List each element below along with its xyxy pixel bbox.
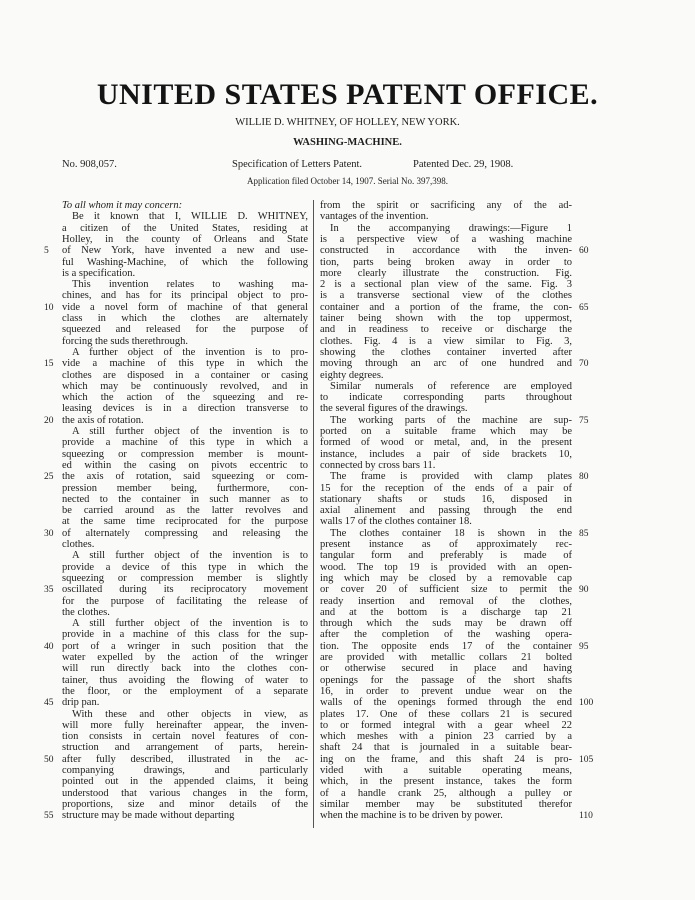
text-line: at the same time reciprocated for the purpose	[62, 516, 308, 528]
text-line: Be it known that I, WILLIE D. WHITNEY,	[72, 211, 308, 223]
text-line: Holley, in the county of Orleans and State	[62, 233, 308, 245]
text-line: which meshes with a pinion 23 carried by a	[320, 731, 572, 743]
text-line: constructed in accordance with the inven-	[320, 245, 572, 257]
text-line: formed of wood or metal, and, in the present	[320, 437, 572, 449]
text-line: the clothes.	[62, 606, 110, 618]
line-number: 45	[44, 698, 54, 709]
text-line: or cover 20 of sufficient size to permit the	[320, 584, 572, 596]
text-line: axial alinement and passing through the end	[320, 505, 572, 517]
line-number: 15	[44, 359, 54, 370]
text-line: provide a machine of this type in which a	[62, 437, 308, 449]
text-line: 15 for the reception of the ends of a pair of	[320, 482, 572, 494]
text-line: the axis of rotation, said squeezing or com-	[62, 471, 308, 483]
text-line: a citizen of the United States, residing at	[62, 222, 308, 234]
text-line: for the purpose of facilitating the release of	[62, 595, 308, 607]
text-line: the floor, or the employment of a separate	[62, 685, 308, 697]
text-line: which, in the present instance, takes the form	[320, 776, 572, 788]
text-line: wood. The top 19 is provided with an open-	[320, 561, 572, 573]
text-line: 2 is a sectional plan view of the same. Fig. 3	[320, 279, 572, 291]
text-line: vide a machine of this type in which the	[62, 358, 308, 370]
text-line: struction and arrangement of parts, herein-	[62, 742, 308, 754]
text-line: A further object of the invention is to pro-	[72, 346, 308, 358]
text-line: chines, and has for its principal object to pro-	[62, 290, 308, 302]
text-line: the several figures of the drawings.	[320, 403, 468, 415]
line-number: 50	[44, 754, 54, 765]
text-line: container and a portion of the frame, the con-	[320, 301, 572, 313]
text-line: which may be continuously revolved, and in	[62, 380, 308, 392]
text-line: eighty degrees.	[320, 369, 384, 381]
text-line: leasing devices is in a direction transverse to	[62, 403, 308, 415]
line-number: 25	[44, 472, 54, 483]
text-line: instance, includes a pair of side brackets 10,	[320, 448, 572, 460]
text-line: clothes are disposed in a container or casing	[62, 369, 308, 381]
text-line: vantages of the invention.	[320, 211, 429, 223]
text-line: connected by cross bars 11.	[320, 459, 436, 471]
text-line: plates 17. One of these collars 21 is secured	[320, 708, 572, 720]
text-line: of New York, have invented a new and use-	[62, 245, 308, 257]
text-line: of a handle crank 25, although a pulley or	[320, 787, 572, 799]
text-line: walls 17 of the clothes container 18.	[320, 516, 472, 528]
text-line: pointed out in the appended claims, it being	[62, 776, 308, 788]
text-line: ed within the casing on pivots eccentric to	[62, 459, 308, 471]
text-line: ing on the frame, and this shaft 24 is pro-	[320, 753, 572, 765]
text-line: This invention relates to washing ma-	[72, 279, 308, 291]
text-line: is a perspective view of a washing machine	[320, 233, 572, 245]
text-line: water expelled by the action of the wringer	[62, 652, 308, 663]
line-number: 110	[579, 811, 593, 822]
text-line: or otherwise secured in place and having	[320, 663, 572, 675]
line-number: 35	[44, 585, 54, 596]
text-line: from the spirit or sacrificing any of the ad-	[320, 200, 572, 211]
text-line: tion, parts being broken away in order to	[320, 256, 572, 268]
line-number: 90	[579, 585, 589, 596]
text-line: 16, in order to prevent undue wear on the	[320, 685, 572, 697]
line-number: 75	[579, 415, 589, 426]
text-line: proportions, size and minor details of the	[62, 798, 308, 810]
text-line: are provided with metallic collars 21 bolted	[320, 652, 572, 663]
text-line: to or formed integral with a gear wheel 22	[320, 719, 572, 731]
text-line: drip pan.	[62, 697, 100, 709]
text-line: squeezing or compression member is mount-	[62, 448, 308, 460]
line-number: 85	[579, 528, 589, 539]
text-line: The working parts of the machine are sup-	[330, 414, 572, 426]
text-line: ready insertion and removal of the clothes,	[320, 595, 572, 607]
text-line: after fully described, illustrated in the ac-	[62, 753, 308, 765]
text-line: will more fully hereinafter appear, the inven-	[62, 719, 308, 731]
patent-number: No. 908,057.	[62, 159, 117, 170]
text-line: ful Washing-Machine, of which the following	[62, 256, 308, 268]
text-line: be carried around as the latter revolves and	[62, 505, 308, 517]
text-line: clothes.	[62, 539, 95, 550]
text-line: companying drawings, and particularly	[62, 765, 308, 776]
text-line: stationary shafts or studs 16, disposed in	[320, 493, 572, 505]
office-title: UNITED STATES PATENT OFFICE.	[96, 78, 599, 111]
column-divider	[313, 200, 314, 828]
line-number: 70	[579, 359, 589, 370]
text-line: provide in a machine of this class for the sup-	[62, 629, 308, 641]
text-line: and in readiness to receive or discharge the	[320, 324, 572, 336]
text-line: tion consists in certain novel features of con-	[62, 731, 308, 743]
text-line: moving through an arc of one hundred and	[320, 358, 572, 370]
line-number: 60	[579, 246, 589, 257]
line-number: 10	[44, 302, 54, 313]
text-line: present instance as of approximately rec-	[320, 539, 572, 550]
line-number: 100	[579, 698, 594, 709]
line-number: 95	[579, 641, 589, 652]
text-line: A still further object of the invention is to	[72, 550, 308, 562]
text-line: when the machine is to be driven by power.	[320, 810, 503, 822]
text-line: is a specification.	[62, 267, 136, 279]
line-number: 105	[579, 754, 594, 765]
text-line: squeezed and released for the purpose of	[62, 324, 308, 336]
line-number: 65	[579, 302, 589, 313]
text-line: forcing the suds therethrough.	[62, 335, 188, 347]
line-number: 20	[44, 415, 54, 426]
text-line: vided with a suitable operating means,	[320, 765, 572, 776]
text-line: To all whom it may concern:	[62, 200, 183, 211]
text-line: walls of the openings formed through the end	[320, 697, 572, 709]
text-line: pression member being, furthermore, con-	[62, 482, 308, 494]
patent-date: Patented Dec. 29, 1908.	[413, 159, 514, 170]
text-line: showing the clothes container inverted after	[320, 346, 572, 358]
text-line: similar member may be substituted therefor	[320, 798, 572, 810]
text-line: ing which may be closed by a removable cap	[320, 572, 572, 584]
text-line: structure may be made without departing	[62, 810, 235, 822]
text-line: of alternately compressing and releasing the	[62, 527, 308, 539]
text-line: after the completion of the washing opera-	[320, 629, 572, 641]
text-line: ported on a suitable frame which may be	[320, 426, 572, 437]
text-line: class in which the clothes are alternately	[62, 313, 308, 324]
text-line: Similar numerals of reference are employed	[330, 380, 572, 392]
text-line: nected to the container in such manner as to	[62, 493, 308, 505]
text-line: vide a novel form of machine of that general	[62, 301, 308, 313]
text-line: tainer, thus avoiding the flowing of water to	[62, 674, 308, 686]
text-line: understood that various changes in the form,	[62, 787, 308, 799]
text-line: In the accompanying drawings:—Figure 1	[330, 222, 572, 234]
text-line: shaft 24 that is journaled in a suitable bear-	[320, 742, 572, 754]
line-number: 55	[44, 811, 54, 822]
text-line: openings for the passage of the short shafts	[320, 674, 572, 686]
invention-title: WASHING-MACHINE.	[293, 137, 402, 148]
left-text-column	[62, 200, 308, 820]
application-line: Application filed October 14, 1907. Serial No. 397,398.	[247, 176, 448, 186]
text-line: more clearly illustrate the construction. Fig.	[320, 267, 572, 279]
text-line: A still further object of the invention is to	[72, 618, 308, 630]
text-line: provide a device of this type in which the	[62, 561, 308, 573]
right-text-column	[320, 200, 572, 820]
text-line: With these and other objects in view, as	[72, 708, 308, 720]
text-line: which the action of the squeezing and re-	[62, 392, 308, 404]
text-line: tangular form and preferably is made of	[320, 550, 572, 562]
specification-label: Specification of Letters Patent.	[232, 159, 363, 170]
line-number: 5	[44, 246, 49, 257]
text-line: tion. The opposite ends 17 of the container	[320, 640, 572, 652]
line-number: 30	[44, 528, 54, 539]
text-line: The frame is provided with clamp plates	[330, 471, 572, 483]
text-line: clothes. Fig. 4 is a view similar to Fig. 3,	[320, 335, 572, 347]
text-line: through which the suds may be drawn off	[320, 618, 572, 630]
text-line: will run directly back into the clothes con-	[62, 663, 308, 675]
inventor-line: WILLIE D. WHITNEY, OF HOLLEY, NEW YORK.	[235, 117, 460, 128]
text-line: oscillated during its reciprocatory movement	[62, 584, 308, 596]
line-number: 80	[579, 472, 589, 483]
text-line: is a transverse sectional view of the clothes	[320, 290, 572, 302]
text-line: to indicate corresponding parts throughout	[320, 392, 572, 404]
text-line: A still further object of the invention is to	[72, 426, 308, 437]
line-number: 40	[44, 641, 54, 652]
text-line: and at the bottom is a discharge tap 21	[320, 606, 572, 618]
text-line: squeezing or compression member is slightly	[62, 572, 308, 584]
text-line: the axis of rotation.	[62, 414, 144, 426]
text-line: port of a wringer in such position that the	[62, 640, 308, 652]
text-line: tainer being shown with the top uppermost,	[320, 313, 572, 324]
text-line: The clothes container 18 is shown in the	[330, 527, 572, 539]
